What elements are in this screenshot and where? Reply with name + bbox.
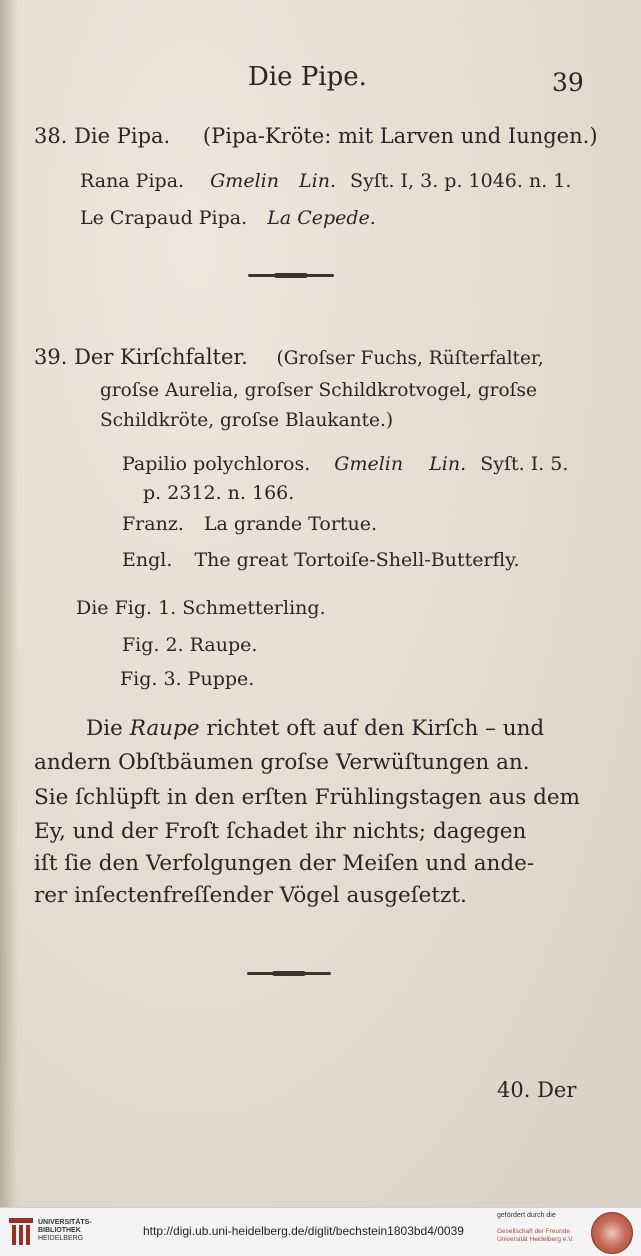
entry-38-reference-1 <box>80 170 571 192</box>
common-name: The great Tortoiſe-Shell-Butterfly. <box>194 549 520 571</box>
ref-author: La Cepede. <box>267 207 376 229</box>
figure-2-caption: Fig. 2. Raupe. <box>122 634 258 656</box>
language-label: Engl. <box>122 549 173 571</box>
ref-author: Gmelin <box>334 453 404 475</box>
funded-by-label: gefördert durch die <box>497 1212 556 1219</box>
language-label: Franz. <box>122 513 184 535</box>
entry-38-heading-line <box>34 124 598 148</box>
text: richtet oft auf den Kirſch – und <box>206 716 545 741</box>
entry-38-heading: 38. Die Pipa. <box>34 124 171 148</box>
ref-rest: Syſt. I. 5. <box>480 453 569 475</box>
university-seal-icon <box>591 1212 633 1254</box>
papilio-reference-continued: p. 2312. n. 166. <box>143 482 295 504</box>
running-head: Die Pipe. <box>248 62 367 92</box>
library-logo-icon <box>8 1216 34 1248</box>
viewer-footer <box>0 1207 641 1256</box>
section-divider <box>247 972 331 975</box>
paragraph-line-2: andern Obſtbäumen groſse Verwüſtungen an. <box>34 750 530 775</box>
entry-38-reference-2 <box>80 207 376 229</box>
figure-1-caption: Die Fig. 1. Schmetterling. <box>76 597 326 619</box>
paragraph-line-3: Sie ſchlüpft in den erſten Frühlingstagen aus dem <box>34 785 580 810</box>
ref-name: Papilio polychloros. <box>122 453 311 475</box>
paragraph-line-4: Ey, und der Froſt ſchadet ihr nichts; dagegen <box>34 819 527 844</box>
entry-38-synonym-note: (Pipa-Kröte: mit Larven und Iungen.) <box>202 124 598 148</box>
paragraph-line-6: rer inſectenfreſſender Vögel ausgeſetzt. <box>34 883 467 908</box>
entry-39-synonyms-1: (Groſser Fuchs, Rüſterfalter, <box>276 348 544 369</box>
ref-rest: Syſt. I, 3. p. 1046. n. 1. <box>350 170 572 192</box>
catchword: 40. Der <box>497 1078 577 1102</box>
paragraph-line-1 <box>86 716 544 741</box>
french-name-line <box>122 513 377 535</box>
paragraph-line-5: iſt ſie den Verfolgungen der Meiſen und ande- <box>34 851 535 876</box>
section-divider <box>248 274 334 277</box>
library-name: UNIVERSITÄTS- BIBLIOTHEK HEIDELBERG <box>38 1219 92 1242</box>
figure-3-caption: Fig. 3. Puppe. <box>120 668 255 690</box>
emphasized-word: Raupe <box>129 716 200 741</box>
text: Die <box>86 716 123 741</box>
entry-39-synonyms-2: groſse Aurelia, groſser Schildkrotvogel, groſse <box>100 380 537 401</box>
entry-39-heading-line <box>34 345 544 369</box>
entry-39-synonyms-3: Schildkröte, groſse Blaukante.) <box>100 410 394 431</box>
ref-name: Rana Pipa. <box>80 170 185 192</box>
ref-work: Lin. <box>299 170 336 192</box>
papilio-reference <box>122 453 568 475</box>
permalink-url[interactable]: http://digi.ub.uni-heidelberg.de/diglit/bechstein1803bd4/0039 <box>143 1224 464 1238</box>
sponsor-name: Gesellschaft der Freunde Universität Heidelberg e.V. <box>497 1228 574 1243</box>
english-name-line <box>122 549 519 571</box>
page-number: 39 <box>552 68 584 97</box>
ref-author: Gmelin <box>210 170 279 192</box>
entry-39-heading: 39. Der Kirſchfalter. <box>34 345 248 369</box>
common-name: La grande Tortue. <box>203 513 378 535</box>
ref-work: Lin. <box>429 453 467 475</box>
ref-name: Le Crapaud Pipa. <box>80 207 248 229</box>
